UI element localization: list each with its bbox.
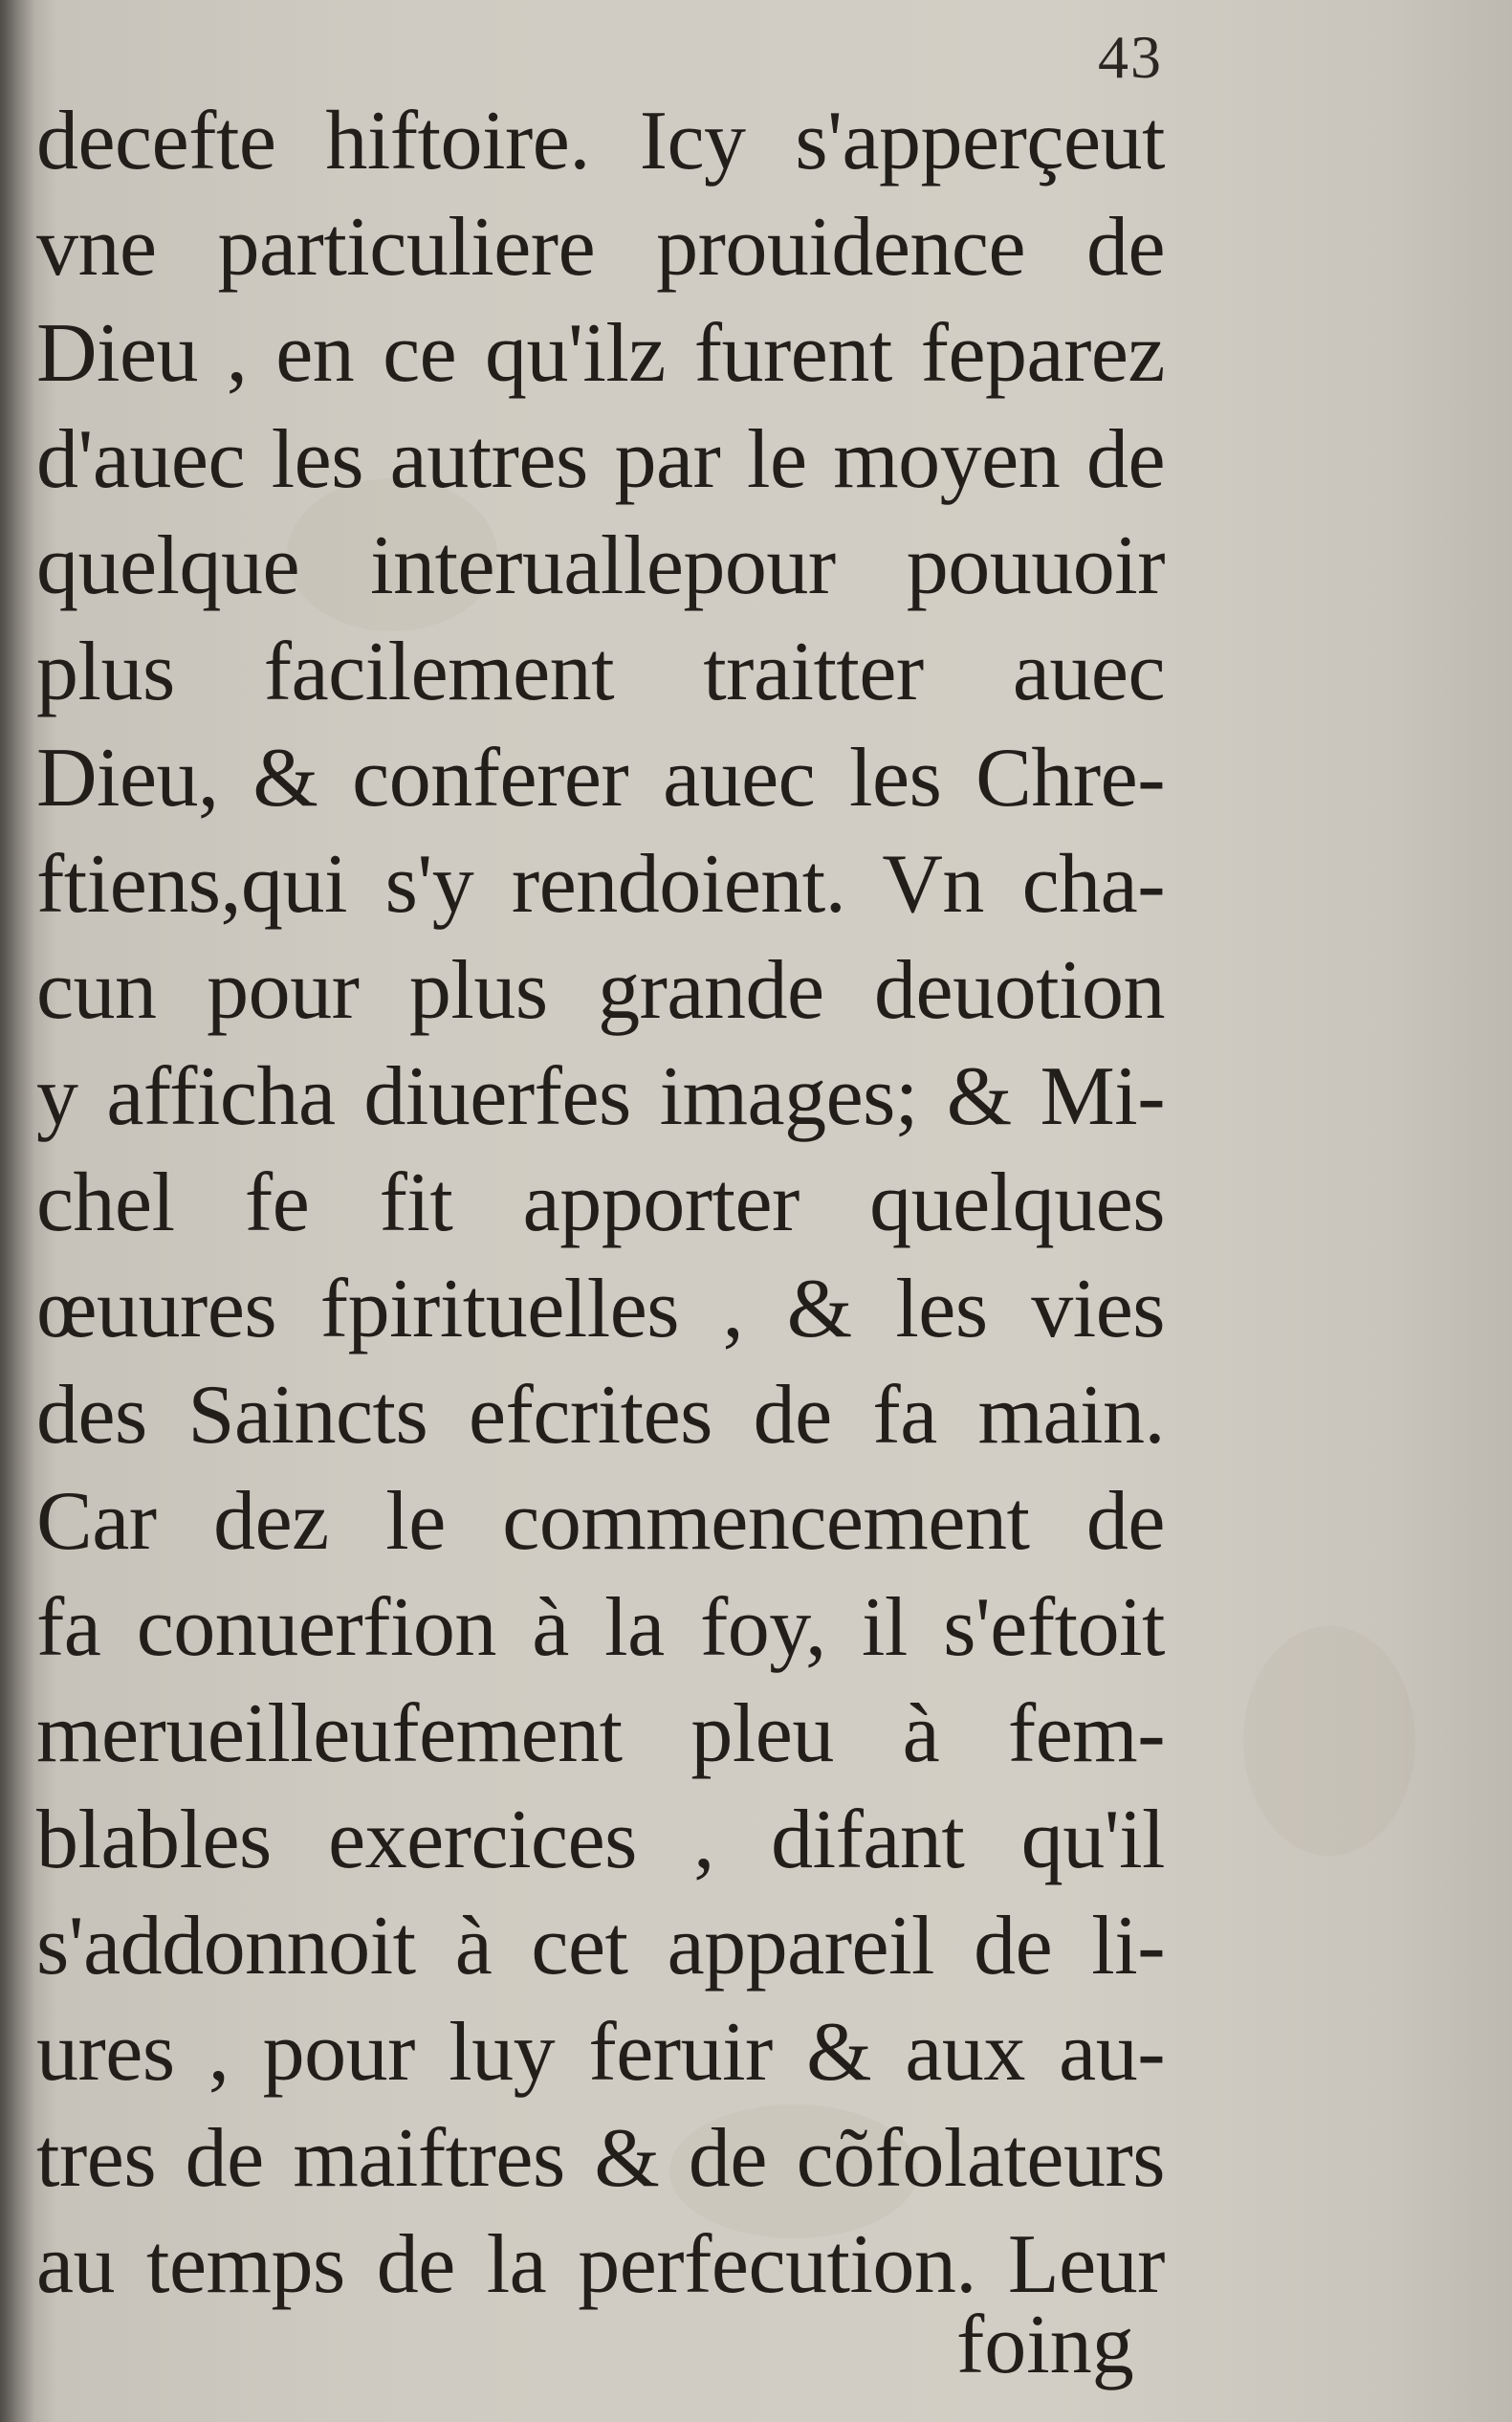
text-line: s'addonnoit à cet appareil de li-	[36, 1900, 1165, 1993]
text-line: decefte hiftoire. Icy s'apperçeut	[36, 95, 1165, 187]
text-line: d'auec les autres par le moyen de	[36, 413, 1165, 506]
catchword: foing	[956, 2299, 1134, 2391]
text-line: fa conuerfion à la foy, il s'eftoit	[36, 1581, 1165, 1674]
text-line: tres de maiftres & de cõfolateurs	[36, 2112, 1165, 2205]
text-line: cun pour plus grande deuotion	[36, 944, 1165, 1037]
text-line: Car dez le commencement de	[36, 1475, 1165, 1568]
text-line: plus facilement traitter auec	[36, 626, 1165, 718]
text-line: au temps de la perfecution. Leur	[36, 2218, 1165, 2311]
text-line: blables exercices , difant qu'il	[36, 1794, 1165, 1886]
text-line: y afficha diuerfes images; & Mi-	[36, 1050, 1165, 1143]
text-line: chel fe fit apporter quelques	[36, 1156, 1165, 1249]
text-line: vne particuliere prouidence de	[36, 201, 1165, 294]
text-line: Dieu, & conferer auec les Chre-	[36, 732, 1165, 825]
text-line: ftiens,qui s'y rendoient. Vn cha-	[36, 838, 1165, 931]
text-line: Dieu , en ce qu'ilz furent feparez	[36, 307, 1165, 400]
text-line: des Saincts efcrites de fa main.	[36, 1369, 1165, 1462]
text-line: œuures fpirituelles , & les vies	[36, 1263, 1165, 1355]
text-line: ures , pour luy feruir & aux au-	[36, 2006, 1165, 2099]
paper-stain	[1243, 1626, 1415, 1856]
body-text	[36, 88, 1165, 2318]
text-line: merueilleufement pleu à fem-	[36, 1687, 1165, 1780]
text-line: quelque interuallepour pouuoir	[36, 519, 1165, 612]
page-number: 43	[1098, 23, 1163, 91]
binding-gutter-shadow	[0, 0, 34, 2422]
